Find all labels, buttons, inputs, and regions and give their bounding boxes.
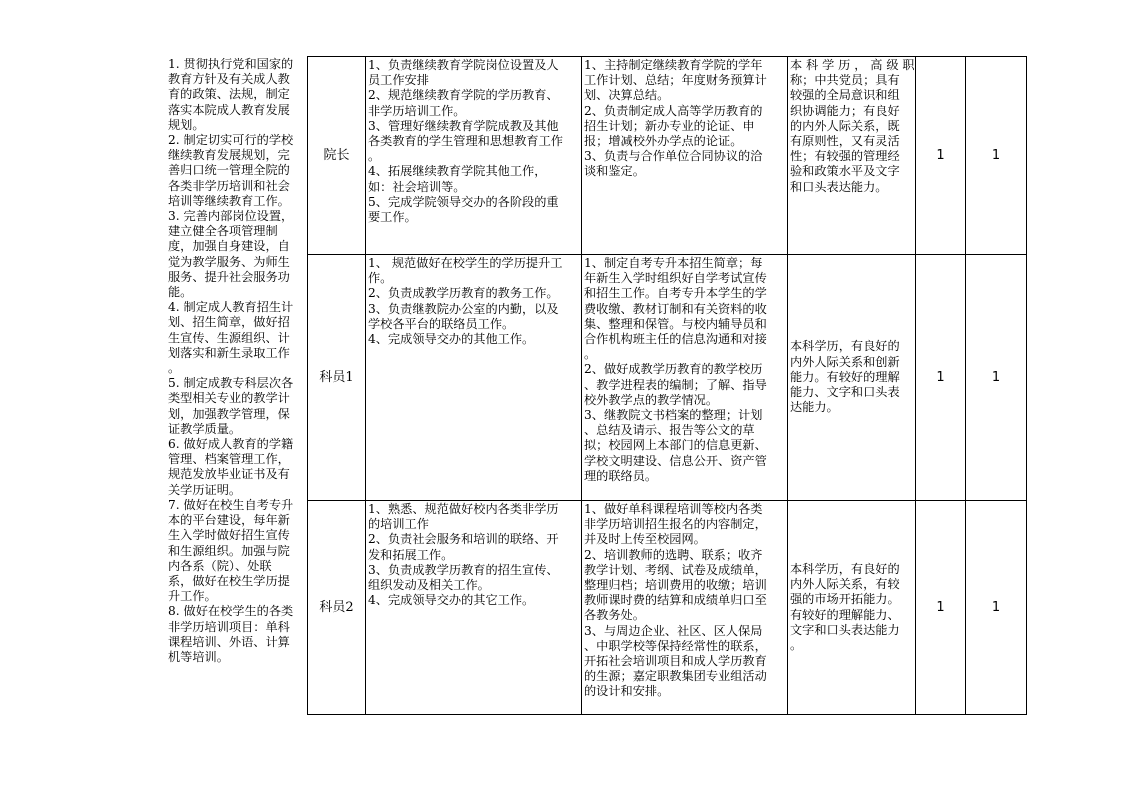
duties-cell — [368, 58, 581, 254]
text-line: 1、制定自考专升本招生简章；每 — [584, 256, 763, 270]
text-line: 的内外人际关系，既 — [790, 118, 900, 133]
text-line: 划、招生简章，做好招 — [168, 315, 290, 330]
text-line: 工作计划、总结；年度财务预算计 — [584, 73, 767, 88]
requirements-text — [790, 339, 915, 415]
count-value: 1 — [936, 369, 945, 385]
role-label: 院长 — [323, 147, 350, 163]
text-line: 非学历培训工作。 — [368, 103, 466, 118]
column-separator — [581, 56, 582, 715]
text-line: 。 — [168, 361, 181, 376]
text-line: 织协调能力；有良好 — [790, 103, 900, 118]
text-line: 1、主持制定继续教育学院的学年 — [584, 58, 763, 72]
count-value: 1 — [991, 599, 1001, 615]
text-line: 服务、提升社会服务功 — [168, 269, 290, 284]
text-line: 证教学质量。 — [168, 421, 242, 436]
text-line: 并及时上传至校园网。 — [584, 532, 706, 547]
text-line: 系，做好在校生学历提 — [168, 573, 290, 588]
text-line: 1. 贯彻执行党和国家的 — [168, 57, 294, 71]
text-line: 2、负责成教学历教育的教务工作。 — [368, 286, 559, 301]
text-line: 1、负责继续教育学院岗位设置及人 — [368, 58, 559, 72]
text-line: 8. 做好在校学生的各类 — [168, 604, 294, 619]
table-border-right — [1026, 56, 1027, 715]
text-line: 费收缴、教材订制和有关资料的收 — [584, 301, 767, 316]
text-line: 教学计划、考纲、试卷及成绩单， — [584, 562, 767, 577]
text-line: 生宣传、生源组织、计 — [168, 330, 290, 345]
text-line: 类型相关专业的教学计 — [168, 391, 290, 406]
text-line: 4、拓展继续教育学院其他工作， — [368, 164, 547, 179]
text-line: 划，加强教学管理，保 — [168, 406, 290, 421]
text-line: 2、规范继续教育学院的学历教育、 — [368, 88, 559, 103]
text-line: 4. 制定成人教育招生计 — [168, 300, 294, 315]
text-line: 规范发放毕业证书及有 — [168, 467, 290, 482]
text-line: 建立健全各项管理制 — [168, 224, 278, 239]
duties-cell — [368, 502, 581, 714]
count-cell — [916, 57, 965, 254]
text-line: 6. 做好成人教育的学籍 — [168, 437, 294, 452]
text-line: 发和拓展工作。 — [368, 547, 454, 562]
text-line: 善归口统一管理全院的 — [168, 163, 290, 178]
text-line: 本科学历，有良好的 — [790, 561, 900, 576]
tasks-text — [584, 256, 787, 484]
text-line: 3、负责成教学历教育的招生宣传、 — [368, 562, 559, 577]
column-separator — [365, 56, 366, 715]
text-line: 组织发动及相关工作。 — [368, 578, 490, 593]
text-line: 称；中共党员；具有 — [790, 73, 900, 88]
count-value: 1 — [936, 147, 945, 163]
count-cell — [966, 57, 1026, 254]
tasks-cell — [584, 256, 787, 500]
text-line: 作。 — [368, 271, 393, 286]
text-line: 。 — [368, 149, 381, 164]
text-line: 3、继教院文书档案的整理；计划 — [584, 408, 763, 423]
text-line: 2、负责社会服务和培训的联络、开 — [368, 532, 559, 547]
text-line: 继续教育发展规划，完 — [168, 148, 290, 163]
requirements-text — [790, 562, 915, 653]
text-line: 学校各平台的联络员工作。 — [368, 316, 515, 331]
duties-text — [368, 502, 581, 608]
text-line: 报；增减校外办学点的论证。 — [584, 134, 743, 149]
requirements-cell — [790, 501, 915, 714]
text-line: 度，加强自身建设，自 — [168, 239, 290, 254]
text-line: 2、培训教师的选聘、联系；收齐 — [584, 547, 763, 562]
text-line: 管理、档案管理工作， — [168, 452, 290, 467]
count-value: 1 — [936, 599, 945, 615]
text-line: 培训等继续教育工作。 — [168, 193, 290, 208]
text-line: 非学历培训招生报名的内容制定， — [584, 517, 767, 532]
text-line: 1、 规范做好在校学生的学历提升工 — [368, 256, 563, 270]
text-line: 能力、文字和口头表 — [790, 385, 900, 400]
text-line: 3、负责继教院办公室的内勤，以及 — [368, 301, 559, 316]
requirements-cell — [790, 58, 915, 254]
duties-cell — [368, 256, 581, 500]
role-cell — [308, 501, 365, 714]
text-line: 要工作。 — [368, 210, 417, 225]
text-line: 达能力。 — [790, 400, 839, 415]
text-line: 有原则性，又有灵活 — [790, 134, 900, 149]
text-line: 3、与周边企业、社区、区人保局 — [584, 623, 763, 638]
text-line: 内外人际关系和创新 — [790, 354, 900, 369]
text-line: 划、决算总结。 — [584, 88, 670, 103]
text-line: 和生源组织。加强与院 — [168, 543, 290, 558]
role-cell — [308, 57, 365, 254]
count-cell — [966, 501, 1026, 714]
text-line: 集、整理和保管。与校内辅导员和 — [584, 316, 767, 331]
text-line: 有较好的理解能力、 — [790, 607, 900, 622]
text-line: 本科学历，有良好的 — [790, 339, 900, 354]
text-line: 验和政策水平及文字 — [790, 164, 900, 179]
text-line: 5. 制定成教专科层次各 — [168, 376, 294, 391]
requirements-text — [790, 58, 915, 195]
text-line: 、中职学校等保持经常性的联系， — [584, 638, 767, 653]
text-line: 如：社会培训等。 — [368, 179, 466, 194]
text-line: 内各系（院）、处联 — [168, 558, 272, 573]
text-line: 各类非学历培训和社会 — [168, 178, 290, 193]
text-line: 各教务处。 — [584, 608, 645, 623]
text-line: 校外教学点的教学情况。 — [584, 392, 719, 407]
text-line: 的培训工作 — [368, 517, 429, 532]
text-line: 能力。有较好的理解 — [790, 369, 900, 384]
requirements-cell — [790, 255, 915, 500]
duties-text — [368, 256, 581, 347]
text-line: 2. 制定切实可行的学校 — [168, 133, 294, 148]
text-line: 7. 做好在校生自考专升 — [168, 497, 294, 512]
text-line: 能。 — [168, 285, 193, 300]
text-line: 非学历培训项目：单科 — [168, 619, 290, 634]
text-line: 关学历证明。 — [168, 482, 242, 497]
count-cell — [916, 255, 965, 500]
text-line: 1、熟悉、规范做好校内各类非学历 — [368, 502, 559, 516]
text-line: 、总结及请示、报告等公文的草 — [584, 423, 755, 438]
tasks-text — [584, 58, 787, 180]
text-line: 谈和鉴定。 — [584, 164, 645, 179]
text-line: 本 科 学 历 ， 高 级 职 — [790, 58, 915, 72]
text-line: 5、完成学院领导交办的各阶段的重 — [368, 194, 559, 209]
text-line: 、教学进程表的编制；了解、指导 — [584, 377, 767, 392]
text-line: 的生源；嘉定职教集团专业组活动 — [584, 669, 767, 684]
text-line: 4、完成领导交办的其他工作。 — [368, 332, 535, 347]
text-line: 学校文明建设、信息公开、资产管 — [584, 453, 767, 468]
text-line: 课程培训、外语、计算 — [168, 634, 290, 649]
text-line: 。 — [584, 347, 597, 362]
text-line: 3、管理好继续教育学院成教及其他 — [368, 118, 559, 133]
text-line: 年新生入学时组织好自学考试宣传 — [584, 271, 767, 286]
duties-text — [368, 58, 581, 225]
column-separator — [787, 56, 788, 715]
table-border-bottom — [307, 714, 1027, 715]
text-line: 性；有较强的管理经 — [790, 149, 900, 164]
text-line: 教育方针及有关成人教 — [168, 72, 290, 87]
text-line: 机等培训。 — [168, 649, 229, 664]
text-line: 内外人际关系，有较 — [790, 577, 900, 592]
text-line: 2、负责制定成人高等学历教育的 — [584, 103, 763, 118]
text-line: 招生计划；新办专业的论证、申 — [584, 118, 755, 133]
text-line: 规划。 — [168, 117, 205, 132]
count-value: 1 — [991, 147, 1001, 163]
role-label: 科员2 — [319, 599, 354, 615]
text-line: 4、完成领导交办的其它工作。 — [368, 593, 535, 608]
text-line: 教师课时费的结算和成绩单归口至 — [584, 593, 767, 608]
text-line: 开拓社会培训项目和成人学历教育 — [584, 654, 767, 669]
text-line: 生入学时做好招生宣传 — [168, 528, 290, 543]
role-label: 科员1 — [319, 369, 354, 385]
text-line: 合作机构班主任的信息沟通和对接 — [584, 332, 767, 347]
role-cell — [308, 255, 365, 500]
count-value: 1 — [991, 369, 1001, 385]
tasks-cell — [584, 502, 787, 714]
text-line: 拟；校园网上本部门的信息更新、 — [584, 438, 767, 453]
text-line: 的设计和安排。 — [584, 684, 670, 699]
text-line: 3、负责与合作单位合同协议的洽 — [584, 149, 763, 164]
text-line: 各类教育的学生管理和思想教育工作 — [368, 134, 563, 149]
text-line: 觉为教学服务、为师生 — [168, 254, 290, 269]
text-line: 本的平台建设，每年新 — [168, 513, 290, 528]
text-line: 较强的全局意识和组 — [790, 88, 900, 103]
text-line: 整理归档；培训费用的收缴；培训 — [584, 578, 767, 593]
text-line: 和口头表达能力。 — [790, 179, 888, 194]
text-line: 和招生工作。自考专升本学生的学 — [584, 286, 767, 301]
tasks-text — [584, 502, 787, 700]
text-line: 育的政策、法规，制定 — [168, 87, 290, 102]
text-line: 划落实和新生录取工作 — [168, 345, 290, 360]
text-line: 3. 完善内部岗位设置， — [168, 209, 294, 224]
text-line: 2、做好成教学历教育的教学校历 — [584, 362, 763, 377]
count-cell — [916, 501, 965, 714]
text-line: 员工作安排 — [368, 73, 429, 88]
text-line: 。 — [790, 637, 803, 652]
tasks-cell — [584, 58, 787, 254]
text-line: 落实本院成人教育发展 — [168, 102, 290, 117]
text-line: 1、做好单科课程培训等校内各类 — [584, 502, 763, 516]
count-cell — [966, 255, 1026, 500]
text-line: 理的联络员。 — [584, 468, 658, 483]
text-line: 强的市场开拓能力。 — [790, 592, 900, 607]
text-line: 升工作。 — [168, 589, 217, 604]
text-line: 文字和口头表达能力 — [790, 622, 900, 637]
